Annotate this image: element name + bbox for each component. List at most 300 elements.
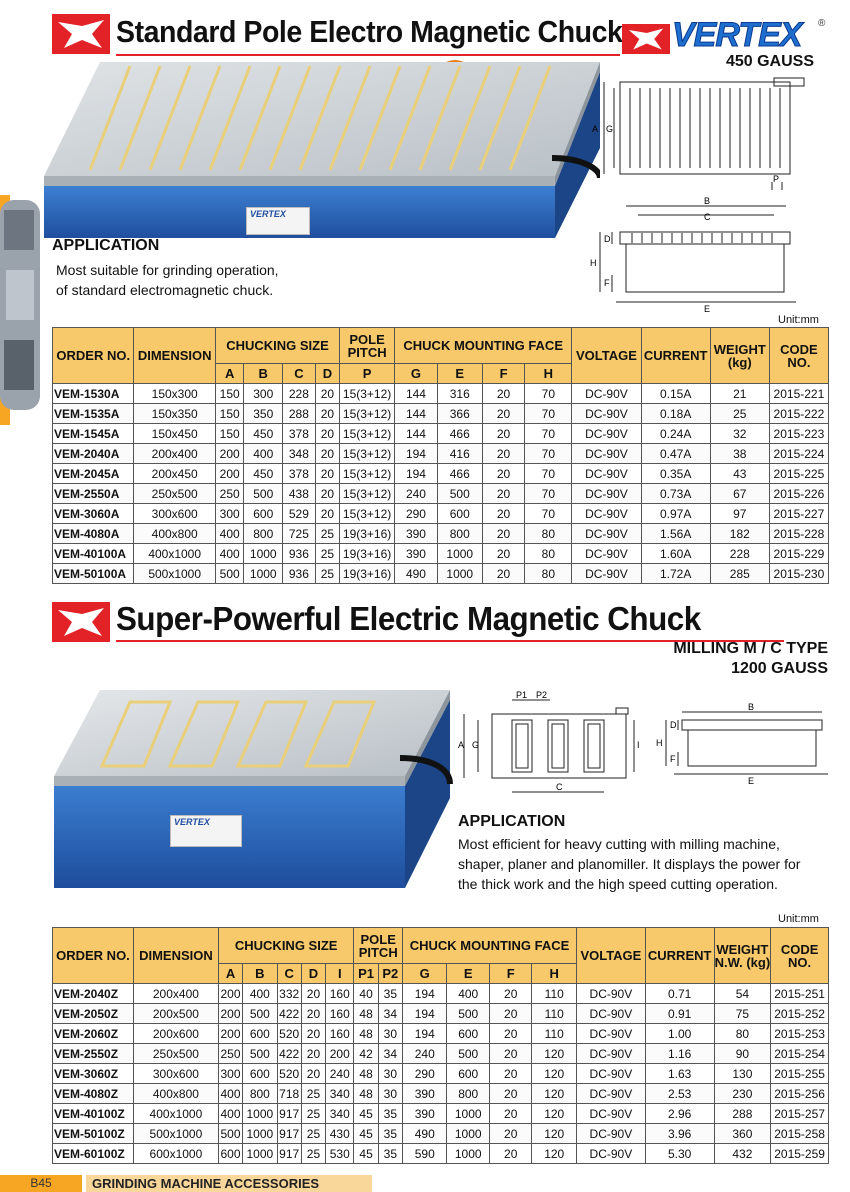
table-cell: 80 bbox=[525, 544, 572, 564]
table-cell: 20 bbox=[489, 1084, 531, 1104]
table-cell: 240 bbox=[402, 1044, 447, 1064]
table-cell: 30 bbox=[378, 1064, 402, 1084]
table-cell: 160 bbox=[326, 1004, 354, 1024]
table-cell: 182 bbox=[710, 524, 769, 544]
th-weight: WEIGHT (kg) bbox=[710, 328, 769, 384]
th-e: E bbox=[447, 964, 489, 984]
table-cell: 450 bbox=[244, 424, 283, 444]
table-cell: 20 bbox=[482, 444, 525, 464]
table-cell: 20 bbox=[482, 424, 525, 444]
table-cell: 45 bbox=[354, 1124, 378, 1144]
diagram1-label-c: C bbox=[704, 212, 711, 222]
table-cell: 529 bbox=[283, 504, 316, 524]
table-cell: 67 bbox=[710, 484, 769, 504]
table-cell: 0.18A bbox=[641, 404, 710, 424]
table-row bbox=[53, 984, 829, 1004]
table-cell: 20 bbox=[315, 504, 339, 524]
table-cell: 332 bbox=[277, 984, 301, 1004]
section2-table-body bbox=[53, 984, 829, 1164]
th-current: CURRENT bbox=[641, 328, 710, 384]
vertex-brand-logo: VERTEX bbox=[672, 16, 802, 54]
table-cell: 1.00 bbox=[645, 1024, 714, 1044]
table-cell: 200 bbox=[215, 464, 244, 484]
table-cell: 20 bbox=[489, 1024, 531, 1044]
table-cell: 2015-253 bbox=[771, 1024, 829, 1044]
table-cell: 400 bbox=[215, 524, 244, 544]
table-cell: 15(3+12) bbox=[340, 504, 395, 524]
table-cell: 3.96 bbox=[645, 1124, 714, 1144]
table-cell: DC-90V bbox=[572, 444, 641, 464]
diagram2-label-h: H bbox=[656, 738, 663, 748]
table-cell: DC-90V bbox=[572, 564, 641, 584]
diagram2-label-f: F bbox=[670, 754, 676, 764]
table-row bbox=[53, 384, 829, 404]
order-no-cell: VEM-4080Z bbox=[53, 1084, 134, 1104]
table-cell: 250 bbox=[215, 484, 244, 504]
table-row bbox=[53, 504, 829, 524]
section1-application-heading: APPLICATION bbox=[52, 237, 160, 254]
table-cell: 20 bbox=[482, 524, 525, 544]
table-cell: 15(3+12) bbox=[340, 464, 395, 484]
table-cell: 20 bbox=[315, 384, 339, 404]
section2-unit: Unit:mm bbox=[778, 913, 819, 925]
table-cell: 2015-222 bbox=[769, 404, 828, 424]
table-cell: 2015-258 bbox=[771, 1124, 829, 1144]
table-cell: 20 bbox=[301, 1044, 325, 1064]
table-row bbox=[53, 1144, 829, 1164]
th-current: CURRENT bbox=[645, 928, 714, 984]
table-cell: 25 bbox=[710, 404, 769, 424]
order-no-cell: VEM-2060Z bbox=[53, 1024, 134, 1044]
table-cell: 422 bbox=[277, 1004, 301, 1024]
table-cell: DC-90V bbox=[577, 1024, 646, 1044]
table-cell: 42 bbox=[354, 1044, 378, 1064]
table-cell: 120 bbox=[532, 1124, 577, 1144]
side-tab-image bbox=[0, 200, 40, 410]
footer-category: GRINDING MACHINE ACCESSORIES bbox=[86, 1175, 372, 1192]
table-cell: 590 bbox=[402, 1144, 447, 1164]
order-no-cell: VEM-2040Z bbox=[53, 984, 134, 1004]
table-cell: 520 bbox=[277, 1064, 301, 1084]
table-cell: 25 bbox=[301, 1144, 325, 1164]
table-cell: 2015-223 bbox=[769, 424, 828, 444]
table-cell: 200 bbox=[218, 984, 242, 1004]
th-mounting-face: CHUCK MOUNTING FACE bbox=[402, 928, 576, 964]
table-cell: 240 bbox=[395, 484, 438, 504]
table-cell: DC-90V bbox=[572, 384, 641, 404]
product-nameplate: VERTEX bbox=[170, 815, 242, 847]
table-cell: 20 bbox=[315, 424, 339, 444]
table-row bbox=[53, 1124, 829, 1144]
table-cell: 20 bbox=[489, 1124, 531, 1144]
table-cell: 150 bbox=[215, 384, 244, 404]
table-cell: 70 bbox=[525, 464, 572, 484]
table-cell: 0.47A bbox=[641, 444, 710, 464]
table-cell: 80 bbox=[525, 524, 572, 544]
section1-title: Standard Pole Electro Magnetic Chuck bbox=[116, 14, 623, 49]
order-no-cell: VEM-2550A bbox=[53, 484, 134, 504]
table-cell: 400 bbox=[218, 1104, 242, 1124]
th-f: F bbox=[489, 964, 531, 984]
table-cell: 350 bbox=[244, 404, 283, 424]
table-cell: 120 bbox=[532, 1064, 577, 1084]
table-cell: 20 bbox=[482, 544, 525, 564]
table-cell: 20 bbox=[489, 1064, 531, 1084]
vertex-bird-logo-icon bbox=[622, 24, 670, 54]
table-cell: DC-90V bbox=[577, 1124, 646, 1144]
table-cell: 0.15A bbox=[641, 384, 710, 404]
table-cell: 45 bbox=[354, 1104, 378, 1124]
table-cell: 35 bbox=[378, 1144, 402, 1164]
table-cell: 430 bbox=[326, 1124, 354, 1144]
th-a: A bbox=[215, 364, 244, 384]
table-cell: 378 bbox=[283, 424, 316, 444]
table-cell: 1000 bbox=[244, 564, 283, 584]
table-cell: 2015-229 bbox=[769, 544, 828, 564]
table-cell: 144 bbox=[395, 404, 438, 424]
table-cell: 500 bbox=[437, 484, 482, 504]
table-cell: 40 bbox=[354, 984, 378, 1004]
table-cell: 400 bbox=[218, 1084, 242, 1104]
table-cell: 0.97A bbox=[641, 504, 710, 524]
table-cell: DC-90V bbox=[572, 424, 641, 444]
table-cell: 38 bbox=[710, 444, 769, 464]
table-cell: 1000 bbox=[243, 1144, 277, 1164]
table-cell: 120 bbox=[532, 1104, 577, 1124]
table-cell: 800 bbox=[244, 524, 283, 544]
table-cell: DC-90V bbox=[577, 984, 646, 1004]
table-cell: 20 bbox=[301, 984, 325, 1004]
table-cell: 300 bbox=[215, 504, 244, 524]
table-cell: 378 bbox=[283, 464, 316, 484]
table-row bbox=[53, 484, 829, 504]
diagram2-label-a: A bbox=[458, 740, 465, 750]
table-cell: 230 bbox=[714, 1084, 771, 1104]
diagram1-label-h: H bbox=[590, 258, 597, 268]
table-cell: 288 bbox=[714, 1104, 771, 1124]
table-cell: 600 bbox=[244, 504, 283, 524]
table-cell: 400 bbox=[244, 444, 283, 464]
section1-application-line-1: Most suitable for grinding operation, bbox=[56, 262, 279, 278]
table-row bbox=[53, 1004, 829, 1024]
table-cell: 600 bbox=[243, 1064, 277, 1084]
table-cell: 110 bbox=[532, 1004, 577, 1024]
table-cell: 300 bbox=[218, 1064, 242, 1084]
table-cell: 1000 bbox=[243, 1104, 277, 1124]
table-cell: 25 bbox=[315, 524, 339, 544]
th-chucking-size: CHUCKING SIZE bbox=[218, 928, 354, 964]
table-cell: 466 bbox=[437, 464, 482, 484]
table-cell: 725 bbox=[283, 524, 316, 544]
table-cell: 200x400 bbox=[134, 444, 215, 464]
table-cell: 35 bbox=[378, 984, 402, 1004]
diagram1-label-d: D bbox=[604, 234, 611, 244]
table-cell: 1000 bbox=[437, 544, 482, 564]
table-cell: 2015-226 bbox=[769, 484, 828, 504]
table-cell: 194 bbox=[395, 464, 438, 484]
table-cell: DC-90V bbox=[572, 404, 641, 424]
diagram1-label-p: P bbox=[773, 174, 780, 184]
table-cell: 48 bbox=[354, 1084, 378, 1104]
table-cell: 19(3+16) bbox=[340, 564, 395, 584]
table-cell: 75 bbox=[714, 1004, 771, 1024]
order-no-cell: VEM-2045A bbox=[53, 464, 134, 484]
table-cell: 20 bbox=[482, 484, 525, 504]
table-cell: 600 bbox=[218, 1144, 242, 1164]
table-cell: 80 bbox=[525, 564, 572, 584]
th-b: B bbox=[244, 364, 283, 384]
table-cell: 400x1000 bbox=[134, 544, 215, 564]
table-cell: 390 bbox=[395, 524, 438, 544]
table-cell: 348 bbox=[283, 444, 316, 464]
table-cell: 200x500 bbox=[133, 1004, 218, 1024]
table-cell: 35 bbox=[378, 1124, 402, 1144]
table-cell: 20 bbox=[489, 984, 531, 1004]
table-cell: 2015-228 bbox=[769, 524, 828, 544]
section2-dimension-diagram bbox=[456, 688, 836, 800]
table-cell: 200x450 bbox=[134, 464, 215, 484]
th-d: D bbox=[301, 964, 325, 984]
table-cell: 200 bbox=[326, 1044, 354, 1064]
th-mounting-face: CHUCK MOUNTING FACE bbox=[395, 328, 572, 364]
table-cell: 20 bbox=[482, 564, 525, 584]
table-cell: 400x800 bbox=[134, 524, 215, 544]
table-cell: 600 bbox=[243, 1024, 277, 1044]
table-cell: 15(3+12) bbox=[340, 424, 395, 444]
table-cell: 500 bbox=[447, 1004, 489, 1024]
table-cell: 366 bbox=[437, 404, 482, 424]
table-cell: 45 bbox=[354, 1144, 378, 1164]
table-cell: 500 bbox=[243, 1044, 277, 1064]
table-cell: 316 bbox=[437, 384, 482, 404]
table-cell: 2015-251 bbox=[771, 984, 829, 1004]
table-cell: 917 bbox=[277, 1124, 301, 1144]
order-no-cell: VEM-50100Z bbox=[53, 1124, 134, 1144]
th-d: D bbox=[315, 364, 339, 384]
th-i: I bbox=[326, 964, 354, 984]
table-cell: 15(3+12) bbox=[340, 404, 395, 424]
table-cell: 200 bbox=[215, 444, 244, 464]
section2-type: MILLING M / C TYPE bbox=[673, 640, 828, 657]
th-b: B bbox=[243, 964, 277, 984]
table-cell: 19(3+16) bbox=[340, 524, 395, 544]
th-voltage: VOLTAGE bbox=[577, 928, 646, 984]
title-underline bbox=[116, 54, 620, 56]
table-cell: 0.71 bbox=[645, 984, 714, 1004]
th-code-no: CODE NO. bbox=[769, 328, 828, 384]
table-cell: 500 bbox=[244, 484, 283, 504]
table-cell: 250x500 bbox=[134, 484, 215, 504]
table-cell: 20 bbox=[489, 1144, 531, 1164]
table-cell: 200 bbox=[218, 1024, 242, 1044]
table-cell: 917 bbox=[277, 1144, 301, 1164]
table-cell: 20 bbox=[315, 404, 339, 424]
table-cell: 194 bbox=[402, 984, 447, 1004]
table-cell: 30 bbox=[378, 1024, 402, 1044]
table-cell: 20 bbox=[315, 484, 339, 504]
table-cell: 600x1000 bbox=[133, 1144, 218, 1164]
diagram1-label-e: E bbox=[704, 304, 711, 314]
table-cell: 160 bbox=[326, 984, 354, 1004]
table-row bbox=[53, 564, 829, 584]
table-cell: 150 bbox=[215, 404, 244, 424]
th-p1: P1 bbox=[354, 964, 378, 984]
table-cell: 1.63 bbox=[645, 1064, 714, 1084]
table-cell: 25 bbox=[315, 544, 339, 564]
order-no-cell: VEM-1535A bbox=[53, 404, 134, 424]
table-cell: DC-90V bbox=[577, 1084, 646, 1104]
th-pole-pitch: POLE PITCH bbox=[340, 328, 395, 364]
table-cell: DC-90V bbox=[577, 1044, 646, 1064]
table-row bbox=[53, 1084, 829, 1104]
product-image-super-chuck bbox=[50, 688, 460, 890]
diagram2-label-g: G bbox=[472, 740, 480, 750]
table-cell: 400 bbox=[243, 984, 277, 1004]
table-cell: 144 bbox=[395, 384, 438, 404]
order-no-cell: VEM-2550Z bbox=[53, 1044, 134, 1064]
table-cell: 34 bbox=[378, 1044, 402, 1064]
product-image-standard-chuck bbox=[40, 58, 600, 290]
table-row bbox=[53, 404, 829, 424]
th-order-no: ORDER NO. bbox=[53, 328, 134, 384]
table-cell: 400x1000 bbox=[133, 1104, 218, 1124]
table-cell: 20 bbox=[301, 1064, 325, 1084]
table-cell: 500 bbox=[215, 564, 244, 584]
table-cell: 250x500 bbox=[133, 1044, 218, 1064]
table-cell: DC-90V bbox=[577, 1144, 646, 1164]
table-cell: 500x1000 bbox=[134, 564, 215, 584]
th-p2: P2 bbox=[378, 964, 402, 984]
table-cell: 530 bbox=[326, 1144, 354, 1164]
table-cell: 194 bbox=[402, 1024, 447, 1044]
table-cell: 400 bbox=[215, 544, 244, 564]
table-cell: 25 bbox=[301, 1084, 325, 1104]
diagram2-label-c: C bbox=[556, 782, 563, 792]
table-cell: 416 bbox=[437, 444, 482, 464]
section2-application-heading: APPLICATION bbox=[458, 813, 566, 830]
page-number: B45 bbox=[0, 1175, 82, 1192]
th-chucking-size: CHUCKING SIZE bbox=[215, 328, 339, 364]
table-cell: 70 bbox=[525, 504, 572, 524]
th-h: H bbox=[532, 964, 577, 984]
th-c: C bbox=[283, 364, 316, 384]
table-cell: DC-90V bbox=[572, 524, 641, 544]
table-cell: 2015-257 bbox=[771, 1104, 829, 1124]
table-cell: 400x800 bbox=[133, 1084, 218, 1104]
table-cell: DC-90V bbox=[572, 484, 641, 504]
table-row bbox=[53, 1024, 829, 1044]
table-cell: 500 bbox=[243, 1004, 277, 1024]
table-cell: 20 bbox=[482, 384, 525, 404]
table-cell: 2015-252 bbox=[771, 1004, 829, 1024]
table-cell: 20 bbox=[301, 1004, 325, 1024]
table-cell: 936 bbox=[283, 544, 316, 564]
table-cell: 500x1000 bbox=[133, 1124, 218, 1144]
table-cell: 160 bbox=[326, 1024, 354, 1044]
order-no-cell: VEM-3060A bbox=[53, 504, 134, 524]
table-cell: 2015-225 bbox=[769, 464, 828, 484]
table-cell: 200x600 bbox=[133, 1024, 218, 1044]
table-cell: 25 bbox=[301, 1124, 325, 1144]
table-cell: 400 bbox=[447, 984, 489, 1004]
table-cell: DC-90V bbox=[577, 1064, 646, 1084]
section2-spec-table bbox=[52, 927, 829, 1164]
table-cell: 20 bbox=[482, 404, 525, 424]
th-e: E bbox=[437, 364, 482, 384]
table-cell: DC-90V bbox=[572, 464, 641, 484]
table-cell: 150x450 bbox=[134, 424, 215, 444]
table-cell: 360 bbox=[714, 1124, 771, 1144]
th-a: A bbox=[218, 964, 242, 984]
table-cell: 2015-256 bbox=[771, 1084, 829, 1104]
th-p: P bbox=[340, 364, 395, 384]
table-cell: 25 bbox=[301, 1104, 325, 1124]
table-cell: 1.72A bbox=[641, 564, 710, 584]
table-cell: 936 bbox=[283, 564, 316, 584]
table-cell: 300 bbox=[244, 384, 283, 404]
diagram2-label-p1: P1 bbox=[516, 690, 528, 700]
table-row bbox=[53, 444, 829, 464]
table-cell: DC-90V bbox=[572, 504, 641, 524]
table-cell: 466 bbox=[437, 424, 482, 444]
table-cell: 2.96 bbox=[645, 1104, 714, 1124]
table-cell: 300x600 bbox=[134, 504, 215, 524]
table-cell: 490 bbox=[395, 564, 438, 584]
table-cell: 228 bbox=[283, 384, 316, 404]
table-cell: 90 bbox=[714, 1044, 771, 1064]
table-cell: DC-90V bbox=[577, 1104, 646, 1124]
product-nameplate: VERTEX bbox=[246, 207, 310, 235]
th-weight: WEIGHT N.W. (kg) bbox=[714, 928, 771, 984]
th-dimension: DIMENSION bbox=[134, 328, 215, 384]
table-cell: 110 bbox=[532, 984, 577, 1004]
table-cell: 48 bbox=[354, 1064, 378, 1084]
th-h: H bbox=[525, 364, 572, 384]
table-cell: 1.16 bbox=[645, 1044, 714, 1064]
section2-application-line-2: shaper, planer and planomiller. It displays the power for bbox=[458, 856, 801, 872]
section1-table-body bbox=[53, 384, 829, 584]
table-cell: 2015-230 bbox=[769, 564, 828, 584]
table-cell: 20 bbox=[315, 444, 339, 464]
diagram1-label-f: F bbox=[604, 278, 610, 288]
table-cell: 1.56A bbox=[641, 524, 710, 544]
table-cell: 500 bbox=[218, 1124, 242, 1144]
table-cell: 20 bbox=[489, 1104, 531, 1124]
table-cell: 110 bbox=[532, 1024, 577, 1044]
table-cell: 0.91 bbox=[645, 1004, 714, 1024]
table-cell: 80 bbox=[714, 1024, 771, 1044]
table-cell: 15(3+12) bbox=[340, 484, 395, 504]
table-cell: 1.60A bbox=[641, 544, 710, 564]
table-cell: 450 bbox=[244, 464, 283, 484]
table-cell: 2015-259 bbox=[771, 1144, 829, 1164]
diagram2-label-p2: P2 bbox=[536, 690, 548, 700]
section1-spec-table bbox=[52, 327, 829, 584]
th-order-no: ORDER NO. bbox=[53, 928, 134, 984]
table-cell: 718 bbox=[277, 1084, 301, 1104]
table-cell: 144 bbox=[395, 424, 438, 444]
table-cell: 20 bbox=[489, 1044, 531, 1064]
table-cell: 228 bbox=[710, 544, 769, 564]
table-cell: 800 bbox=[243, 1084, 277, 1104]
table-cell: 54 bbox=[714, 984, 771, 1004]
table-cell: 20 bbox=[489, 1004, 531, 1024]
table-cell: 290 bbox=[402, 1064, 447, 1084]
table-cell: 600 bbox=[447, 1024, 489, 1044]
diagram2-label-i: I bbox=[637, 740, 640, 750]
order-no-cell: VEM-40100A bbox=[53, 544, 134, 564]
table-row bbox=[53, 1064, 829, 1084]
